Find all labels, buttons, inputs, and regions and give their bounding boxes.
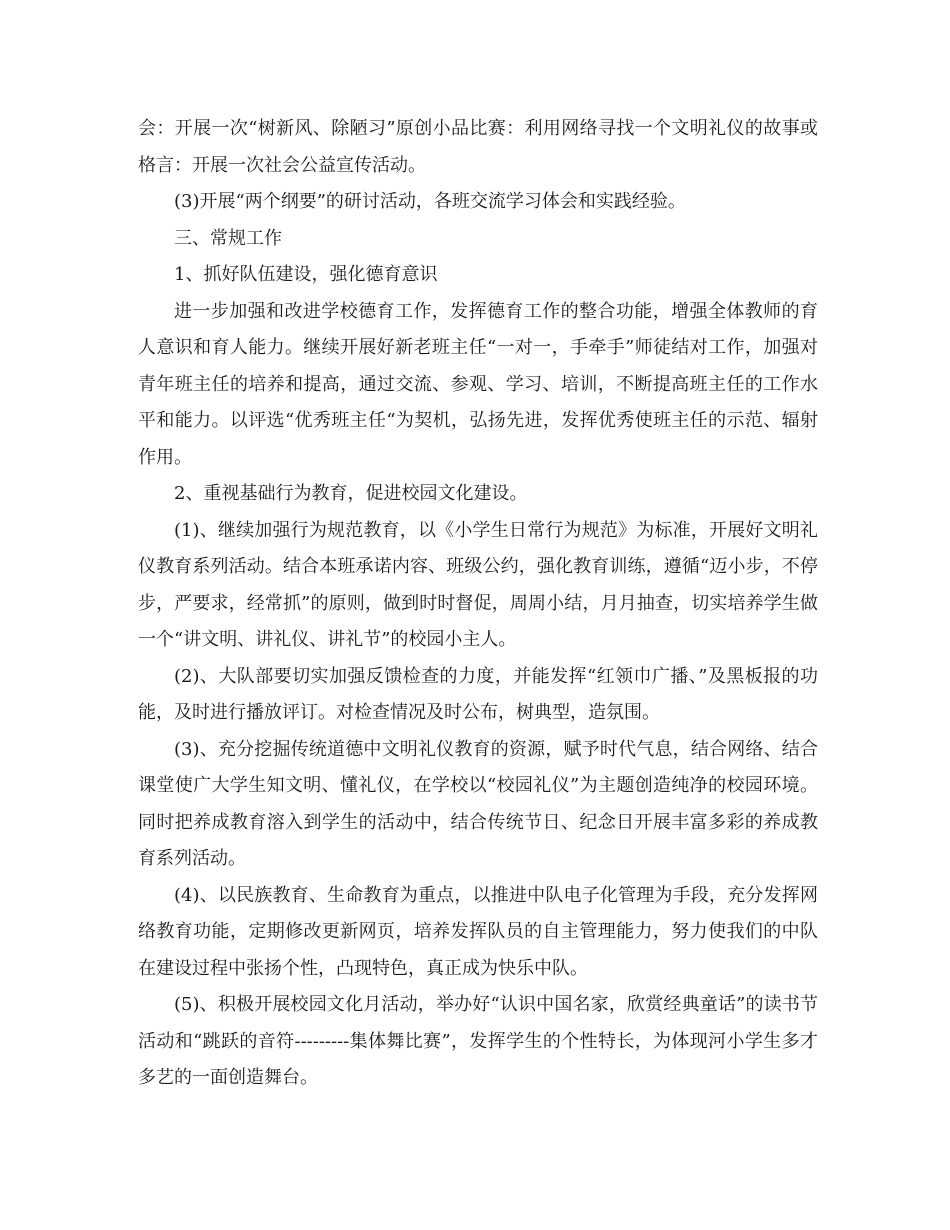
subheading-team-building: 1、抓好队伍建设，强化德育意识 bbox=[174, 264, 438, 285]
paragraph-item-1-norms: (1)、继续加强行为规范教育，以《小学生日常行为规范》为标准，开展好文明礼仪教育系列活动。结合本班承诺内容、班级公约，强化教育训练，遵循“迈小步，不停步，严要求，经常抓”的原则，做到时时督促，周周小结，月月抽查，切实培养学生做一个“讲文明、讲礼仪、讲礼节”的校园小主人。 bbox=[138, 519, 818, 650]
paragraph-item-3-seminar: (3)开展“两个纲要”的研讨活动，各班交流学习体会和实践经验。 bbox=[174, 191, 686, 212]
section-heading-routine-work: 三、常规工作 bbox=[174, 227, 282, 249]
paragraph-item-4-ethnic-education: (4)、以民族教育、生命教育为重点，以推进中队电子化管理为手段，充分发挥网络教育功能，定期修改更新网页，培养发挥队员的自主管理能力，努力使我们的中队在建设过程中张扬个性，凸现特色，真正成为快乐中队。 bbox=[138, 884, 818, 979]
paragraph-item-3-etiquette: (3)、充分挖掘传统道德中文明礼仪教育的资源，赋予时代气息，结合网络、结合课堂使广大学生知文明、懂礼仪，在学校以“校园礼仪”为主题创造纯净的校园环境。同时把养成教育溶入到学生的活动中，结合传统节日、纪念日开展丰富多彩的养成教育系列活动。 bbox=[138, 738, 818, 869]
paragraph-item-5-culture-month: (5)、积极开展校园文化月活动，举办好“认识中国名家，欣赏经典童话”的读书节活动和“跳跃的音符---------集体舞比赛”，发挥学生的个性特长，为体现河小学生多才多艺的一面创造舞台。 bbox=[138, 994, 818, 1088]
paragraph-item-2-feedback: (2)、大队部要切实加强反馈检查的力度，并能发挥“红领巾广播、”及黑板报的功能，及时进行播放评订。对检查情况及时公布，树典型，造氛围。 bbox=[138, 665, 818, 723]
document-body bbox=[138, 111, 818, 1097]
subheading-behavior-education: 2、重视基础行为教育，促进校园文化建设。 bbox=[174, 483, 528, 504]
paragraph-moral-education: 进一步加强和改进学校德育工作，发挥德育工作的整合功能，增强全体教师的育人意识和育人能力。继续开展好新老班主任“一对一，手牵手”师徒结对工作，加强对青年班主任的培养和提高，通过交流、参观、学习、培训，不断提高班主任的工作水平和能力。以评选“优秀班主任“为契机，弘扬先进，发挥优秀使班主任的示范、辐射作用。 bbox=[138, 300, 818, 468]
paragraph-continuation: 会：开展一次“树新风、除陋习”原创小品比赛：利用网络寻找一个文明礼仪的故事或格言：开展一次社会公益宣传活动。 bbox=[138, 118, 818, 176]
